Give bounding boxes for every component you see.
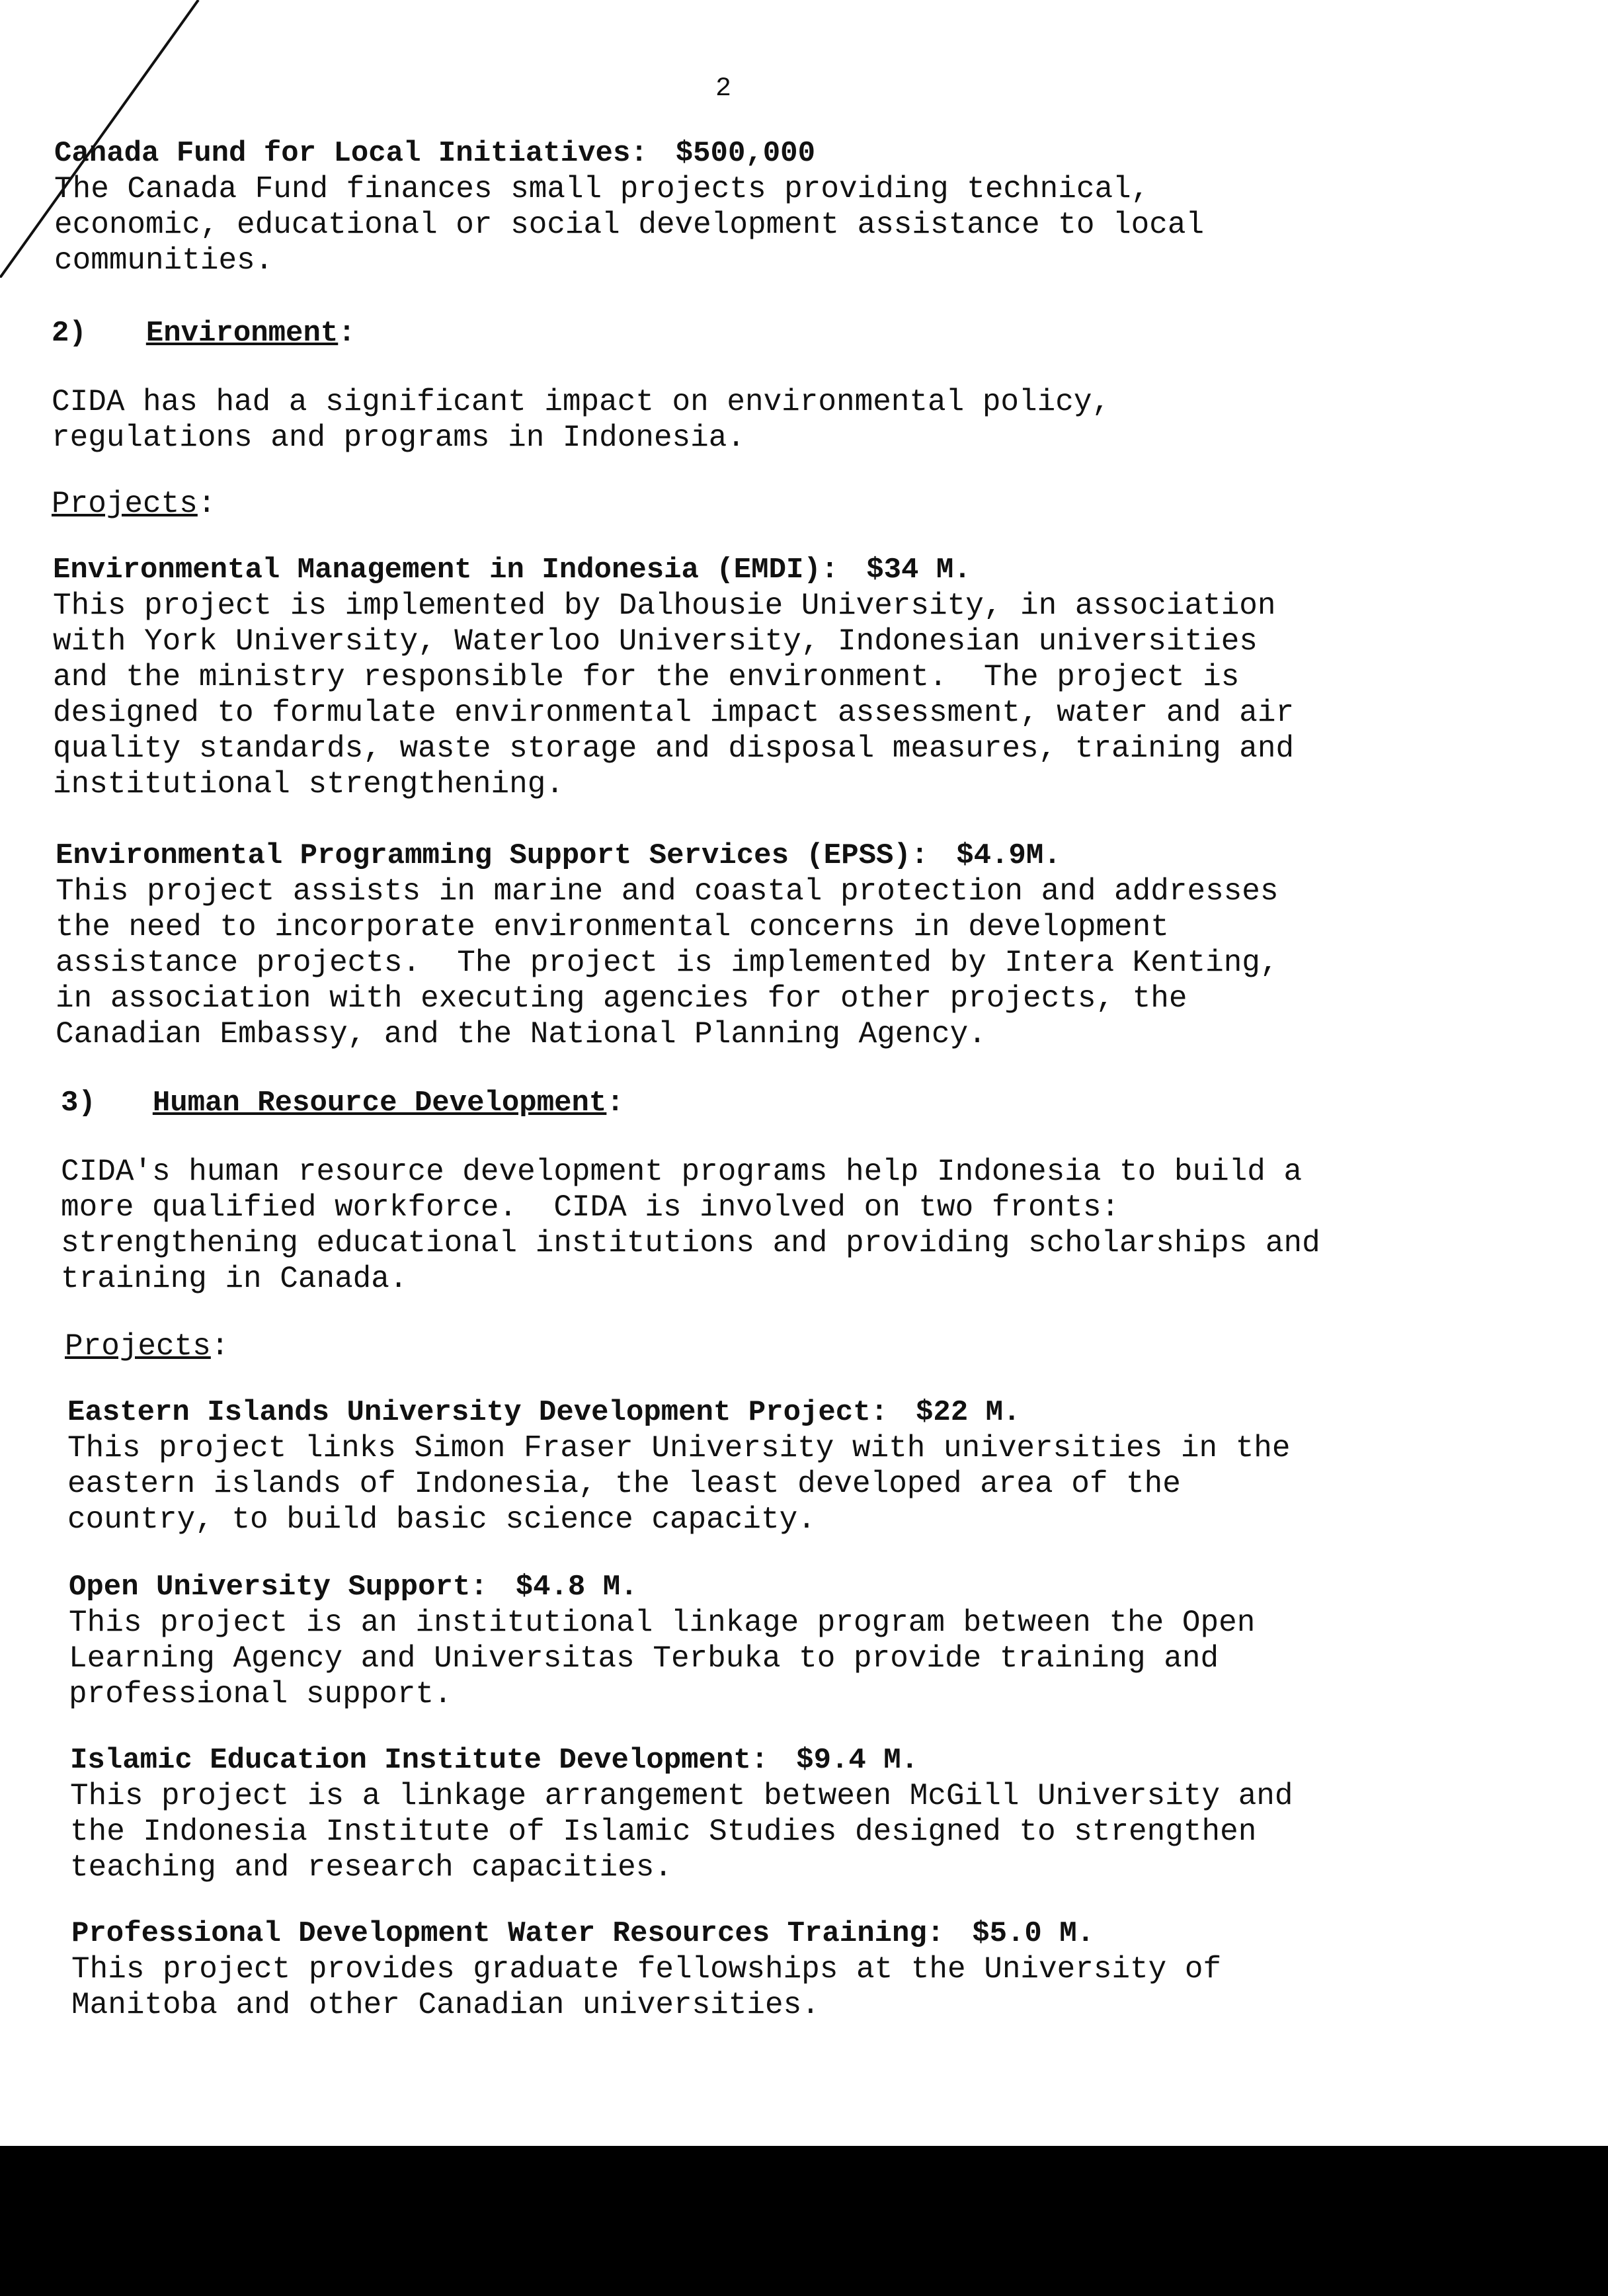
text-line: training in Canada. (61, 1262, 408, 1296)
canada-fund-title: Canada Fund for Local Initiatives: (54, 137, 648, 170)
section-number: 3) (61, 1086, 96, 1120)
project-title: Environmental Programming Support Services (EPSS): (56, 839, 929, 872)
project-title: Islamic Education Institute Development: (70, 1744, 769, 1777)
project-title: Professional Development Water Resources Training: (71, 1917, 945, 1950)
text-line: institutional strengthening. (53, 767, 564, 801)
text-line: professional support. (69, 1677, 452, 1711)
canada-fund-amount: $500,000 (675, 137, 815, 170)
section-number: 2) (52, 317, 87, 350)
text-line: the need to incorporate environmental concerns in development (56, 910, 1169, 944)
project-emdi (53, 552, 1453, 802)
text-line: This project is a linkage arrangement between McGill University and (70, 1779, 1293, 1813)
project-epss (56, 838, 1453, 1052)
text-line: This project links Simon Fraser University with universities in the (67, 1431, 1291, 1465)
project-title: Eastern Islands University Development Project: (67, 1396, 889, 1429)
text-line: designed to formulate environmental impact assessment, water and air (53, 696, 1295, 730)
project-heading (53, 552, 1453, 588)
project-open-university (69, 1569, 1453, 1712)
project-amount: $9.4 M. (796, 1744, 919, 1777)
project-heading (67, 1395, 1453, 1430)
project-water-resources (71, 1916, 1453, 2023)
project-description (67, 1430, 1453, 1538)
canada-fund-section (54, 136, 1453, 278)
project-islamic-education (70, 1742, 1453, 1885)
project-heading (69, 1569, 1453, 1605)
projects-label-text: Projects (52, 487, 198, 521)
environment-projects-label (52, 486, 1453, 522)
text-line: strengthening educational institutions and providing scholarships and (61, 1226, 1320, 1260)
scan-bottom-black-band (0, 2146, 1608, 2296)
text-line: Manitoba and other Canadian universities. (71, 1988, 820, 2022)
projects-label-suffix: : (197, 487, 216, 521)
project-amount: $4.8 M. (515, 1571, 638, 1604)
text-line: Learning Agency and Universitas Terbuka to provide training and (69, 1641, 1219, 1676)
canada-fund-description (54, 171, 1453, 278)
project-amount: $22 M. (916, 1396, 1021, 1429)
project-heading (71, 1916, 1453, 1951)
projects-label-text: Projects (65, 1329, 211, 1364)
project-description (69, 1605, 1453, 1712)
text-line: in association with executing agencies for other projects, the (56, 981, 1187, 1016)
text-line: The Canada Fund finances small projects providing technical, (54, 172, 1150, 206)
text-line: teaching and research capacities. (70, 1850, 672, 1885)
document-body (52, 136, 1453, 2023)
projects-label-suffix: : (210, 1329, 229, 1364)
text-line: assistance projects. The project is implemented by Intera Kenting, (56, 946, 1279, 980)
section-suffix: : (338, 317, 356, 350)
project-description (71, 1951, 1453, 2023)
environment-section-title (52, 315, 1453, 351)
text-line: regulations and programs in Indonesia. (52, 421, 745, 455)
text-line: economic, educational or social development assistance to local (54, 208, 1205, 242)
environment-intro (52, 384, 1453, 456)
text-line: This project provides graduate fellowships at the University of (71, 1952, 1222, 1987)
hrd-intro (61, 1154, 1453, 1297)
text-line: communities. (54, 243, 274, 278)
hrd-projects-label (65, 1329, 1453, 1364)
project-title: Open University Support: (69, 1571, 488, 1604)
page-number: 2 (715, 74, 732, 104)
text-line: This project assists in marine and coastal protection and addresses (56, 874, 1279, 909)
text-line: This project is implemented by Dalhousie University, in association (53, 589, 1276, 623)
project-description (56, 874, 1453, 1052)
text-line: and the ministry responsible for the environment. The project is (53, 660, 1240, 694)
text-line: Canadian Embassy, and the National Planning Agency. (56, 1017, 986, 1051)
text-line: more qualified workforce. CIDA is involved on two fronts: (61, 1190, 1120, 1225)
project-description (53, 588, 1453, 802)
project-heading (56, 838, 1453, 874)
project-title: Environmental Management in Indonesia (EMDI): (53, 554, 839, 587)
project-description (70, 1778, 1453, 1885)
text-line: CIDA's human resource development programs help Indonesia to build a (61, 1155, 1303, 1189)
text-line: the Indonesia Institute of Islamic Studies designed to strengthen (70, 1815, 1257, 1849)
section-label: Human Resource Development (152, 1086, 607, 1120)
project-heading (70, 1742, 1453, 1778)
project-amount: $4.9M. (956, 839, 1061, 872)
project-amount: $34 M. (866, 554, 971, 587)
section-label: Environment (145, 317, 339, 350)
text-line: country, to build basic science capacity. (67, 1502, 816, 1537)
text-line: CIDA has had a significant impact on environmental policy, (52, 385, 1111, 419)
text-line: eastern islands of Indonesia, the least developed area of the (67, 1467, 1181, 1501)
text-line: quality standards, waste storage and disposal measures, training and (53, 731, 1295, 766)
hrd-section-title (61, 1085, 1453, 1121)
project-eastern-islands (67, 1395, 1453, 1538)
section-suffix: : (606, 1086, 624, 1120)
canada-fund-heading (54, 136, 1453, 171)
text-line: This project is an institutional linkage program between the Open (69, 1606, 1256, 1640)
text-line: with York University, Waterloo University, Indonesian universities (53, 624, 1258, 659)
project-amount: $5.0 M. (972, 1917, 1095, 1950)
